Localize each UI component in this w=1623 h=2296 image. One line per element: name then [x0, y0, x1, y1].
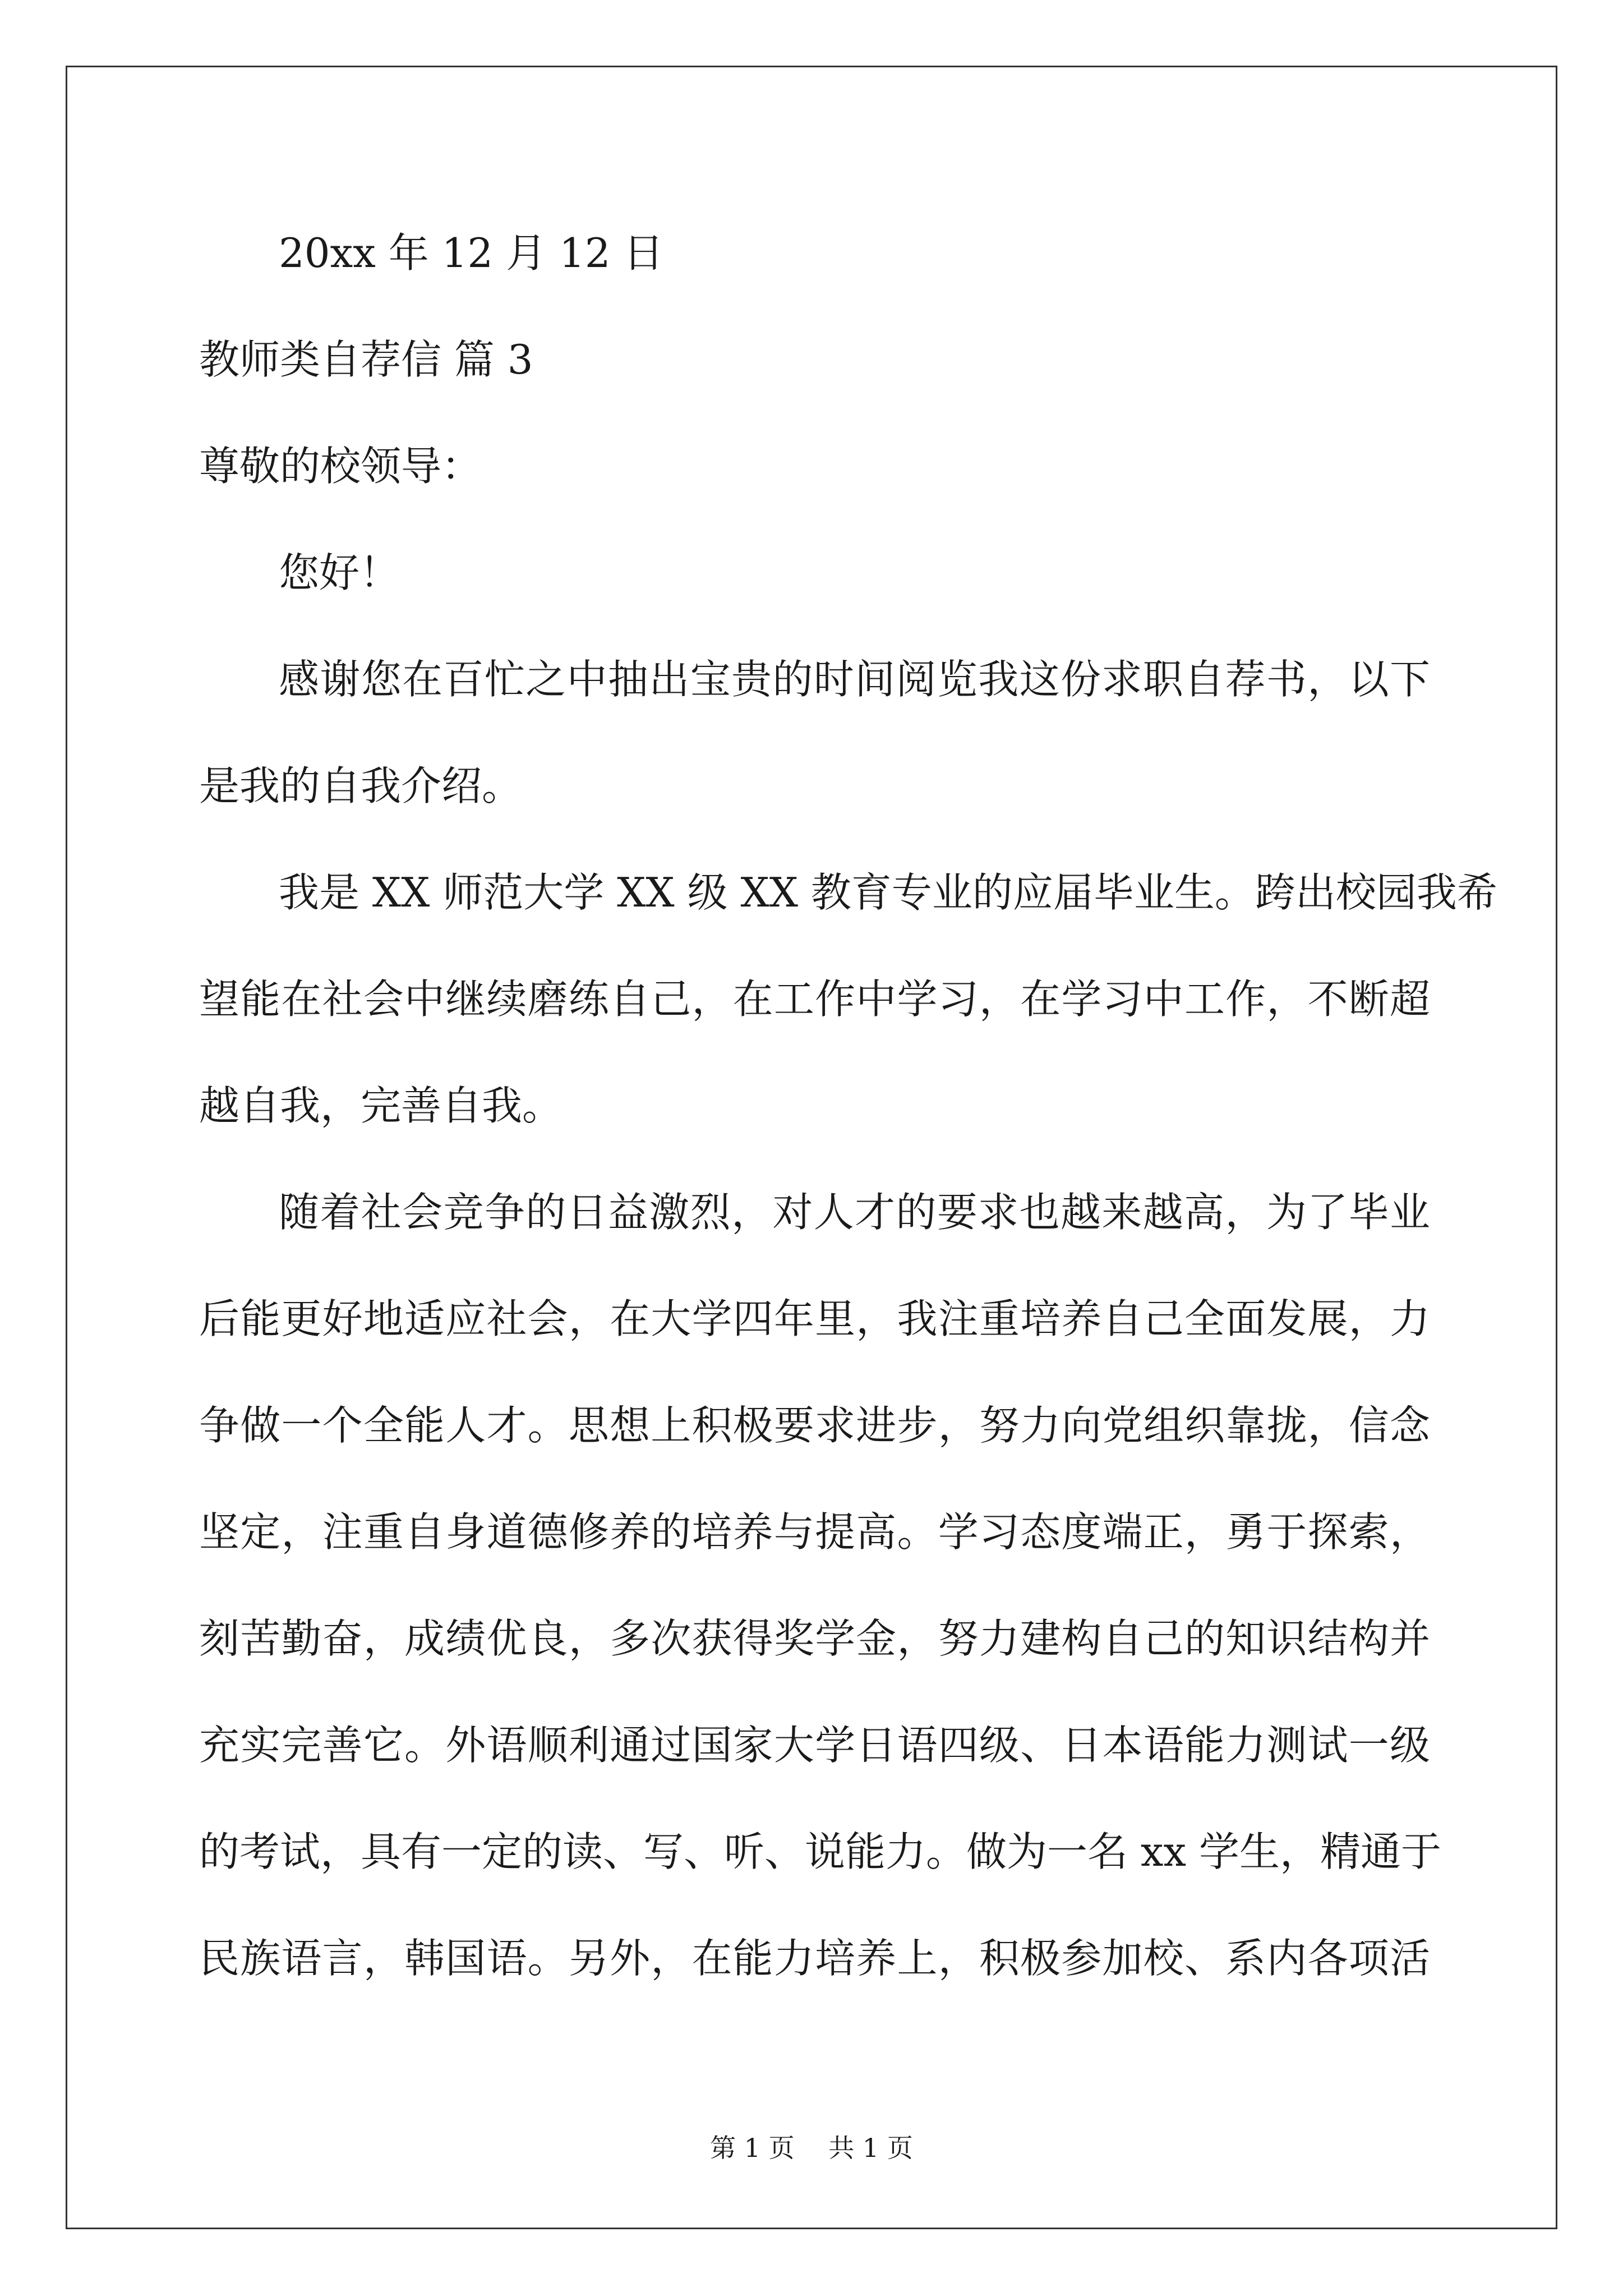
paragraph-line: 感谢您在百忙之中抽出宝贵的时间阅览我这份求职自荐书，以下 — [279, 656, 1430, 703]
greeting: 您好！ — [279, 549, 400, 596]
paragraph-line: 坚定，注重自身道德修养的培养与提高。学习态度端正，勇于探索， — [199, 1508, 1430, 1556]
salutation: 尊敬的校领导： — [199, 443, 482, 490]
paragraph-line: 随着社会竞争的日益激烈，对人才的要求也越来越高，为了毕业 — [279, 1189, 1430, 1236]
paragraph-line: 望能在社会中继续磨练自己，在工作中学习，在学习中工作，不断超 — [199, 976, 1430, 1023]
paragraph-line: 刻苦勤奋，成绩优良，多次获得奖学金，努力建构自己的知识结构并 — [199, 1615, 1430, 1662]
page-border — [66, 66, 1557, 2229]
paragraph-line: 我是 XX 师范大学 XX 级 XX 教育专业的应届毕业生。跨出校园我希 — [279, 869, 1497, 916]
paragraph-line: 的考试，具有一定的读、写、听、说能力。做为一名 xx 学生，精通于 — [199, 1828, 1441, 1875]
page-footer: 第 1 页 共 1 页 — [710, 2133, 913, 2163]
paragraph-line: 越自我，完善自我。 — [199, 1082, 563, 1129]
paragraph-line: 充实完善它。外语顺利通过国家大学日语四级、日本语能力测试一级 — [199, 1722, 1430, 1769]
paragraph-line: 后能更好地适应社会，在大学四年里，我注重培养自己全面发展，力 — [199, 1295, 1430, 1342]
paragraph-line: 争做一个全能人才。思想上积极要求进步，努力向党组织靠拢，信念 — [199, 1402, 1430, 1449]
letter-date: 20xx 年 12 月 12 日 — [279, 229, 664, 277]
paragraph-line: 是我的自我介绍。 — [199, 762, 523, 809]
paragraph-line: 民族语言，韩国语。另外，在能力培养上，积极参加校、系内各项活 — [199, 1935, 1430, 1982]
letter-heading: 教师类自荐信 篇 3 — [199, 336, 533, 383]
